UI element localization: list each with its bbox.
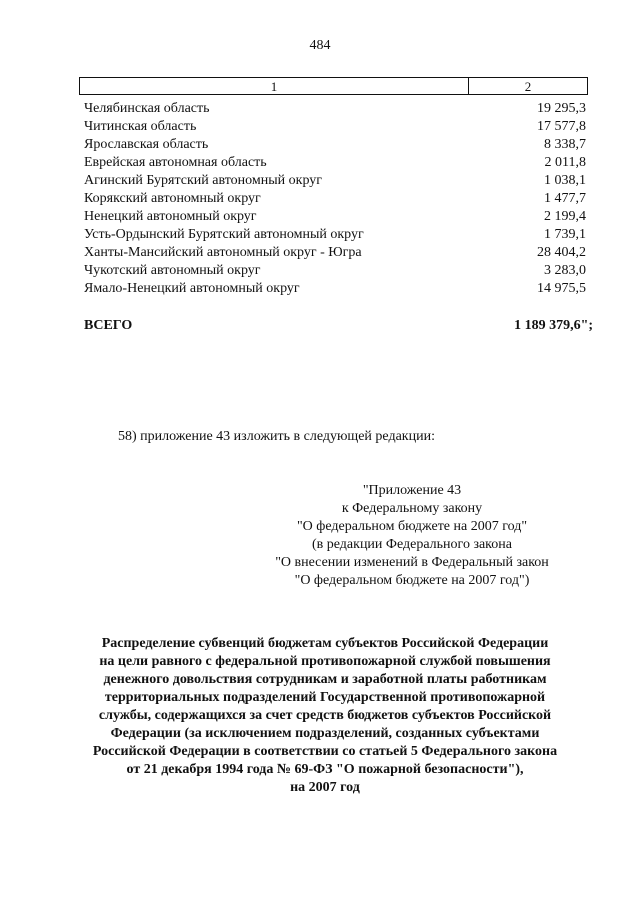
heading-line: на 2007 год <box>290 780 360 795</box>
region-value: 1 477,7 <box>544 191 586 206</box>
heading-line: от 21 декабря 1994 года № 69-ФЗ "О пожарной безопасности"), <box>126 762 524 777</box>
heading-line: Российской Федерации в соответствии со статьей 5 Федерального закона <box>92 744 558 759</box>
heading-line: Распределение субвенций бюджетам субъектов Российской Федерации <box>101 636 549 651</box>
region-value: 1 739,1 <box>544 227 586 242</box>
table-row <box>84 118 586 136</box>
region-name: Агинский Бурятский автономный округ <box>84 173 322 188</box>
amendment-line: 58) приложение 43 изложить в следующей редакции: <box>118 429 435 444</box>
table-row <box>84 154 586 172</box>
region-value: 3 283,0 <box>544 263 586 278</box>
region-value: 19 295,3 <box>537 101 586 116</box>
appendix-line: "О федеральном бюджете на 2007 год") <box>294 573 530 588</box>
table-header-col-2: 2 <box>524 79 532 94</box>
region-name: Еврейская автономная область <box>84 155 267 170</box>
region-name: Ненецкий автономный округ <box>84 209 257 224</box>
appendix-line: (в редакции Федерального закона <box>312 537 512 552</box>
region-value: 14 975,5 <box>537 281 586 296</box>
appendix-caption <box>262 482 562 590</box>
page-number: 484 <box>309 38 331 53</box>
heading-line: на цели равного с федеральной противопожарной службой повышения <box>99 654 551 669</box>
heading-line: территориальных подразделений Государственной противопожарной <box>104 690 546 705</box>
table-row <box>84 280 586 298</box>
table-row <box>84 208 586 226</box>
table-body <box>84 100 586 298</box>
table-row <box>84 244 586 262</box>
region-value: 2 011,8 <box>544 155 586 170</box>
appendix-line: "Приложение 43 <box>362 483 462 498</box>
table-row <box>84 226 586 244</box>
table-row <box>84 190 586 208</box>
region-name: Челябинская область <box>84 101 210 116</box>
region-name: Усть-Ордынский Бурятский автономный округ <box>84 227 364 242</box>
table-header-col-1: 1 <box>80 78 469 94</box>
table-row <box>84 172 586 190</box>
region-name: Ямало-Ненецкий автономный округ <box>84 281 300 296</box>
region-name: Ханты-Мансийский автономный округ - Югра <box>84 245 362 260</box>
heading-line: денежного довольствия сотрудникам и заработной платы работникам <box>103 672 547 687</box>
table-row <box>84 136 586 154</box>
region-value: 17 577,8 <box>537 119 586 134</box>
appendix-line: "О внесении изменений в Федеральный закон <box>275 555 549 570</box>
total-label: ВСЕГО <box>84 318 133 333</box>
total-value: 1 189 379,6"; <box>514 318 593 333</box>
table-header <box>79 77 588 95</box>
region-value: 1 038,1 <box>544 173 586 188</box>
region-value: 2 199,4 <box>544 209 586 224</box>
total-row <box>84 318 593 334</box>
region-name: Чукотский автономный округ <box>84 263 261 278</box>
heading-line: Федерации (за исключением подразделений, созданных субъектами <box>110 726 540 741</box>
region-value: 8 338,7 <box>544 137 586 152</box>
heading-line: службы, содержащихся за счет средств бюджетов субъектов Российской <box>98 708 552 723</box>
table-row <box>84 100 586 118</box>
region-name: Корякский автономный округ <box>84 191 261 206</box>
appendix-line: "О федеральном бюджете на 2007 год" <box>296 519 528 534</box>
section-heading <box>60 635 590 797</box>
region-name: Читинская область <box>84 119 197 134</box>
region-value: 28 404,2 <box>537 245 586 260</box>
appendix-line: к Федеральному закону <box>341 501 483 516</box>
region-name: Ярославская область <box>84 137 209 152</box>
table-row <box>84 262 586 280</box>
